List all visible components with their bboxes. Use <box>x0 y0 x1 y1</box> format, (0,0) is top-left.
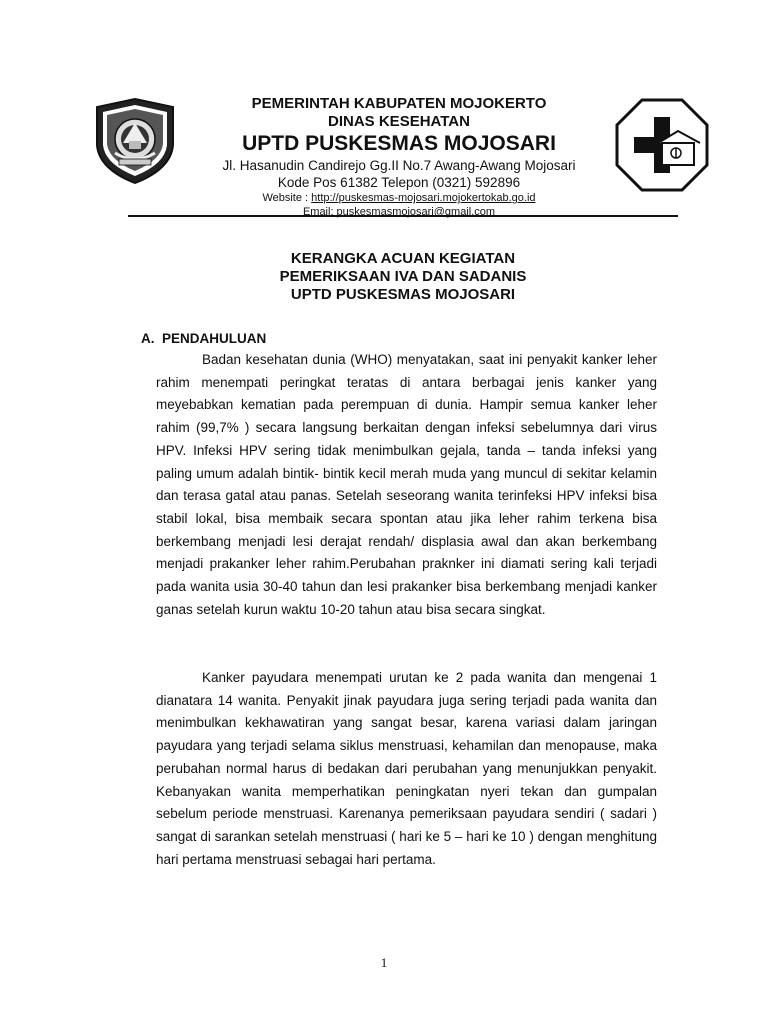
section-heading <box>141 331 266 346</box>
regency-coat-of-arms-icon <box>93 97 177 185</box>
title-line-1: KERANGKA ACUAN KEGIATAN <box>290 250 516 267</box>
letterhead <box>190 94 608 219</box>
section-number: A. <box>141 331 155 346</box>
email: Email: puskesmasmojosari@gmail.com <box>302 206 496 218</box>
department-name: DINAS KESEHATAN <box>328 113 470 130</box>
government-name: PEMERINTAH KABUPATEN MOJOKERTO <box>251 95 547 112</box>
paragraph-1: Badan kesehatan dunia (WHO) menyatakan, saat ini penyakit kanker leher rahim menempati peringkat teratas di antara berbagai jenis kanker yang meyebabkan kematian pada perempuan di dunia. Hampir semua kanker leher rahim (99,7% ) secara langsung berkaitan dengan infeksi sebelumnya dari virus HPV. Infeksi HPV sering tidak menimbulkan gejala, tanda – tanda infeksi yang paling umum adalah bintik- bintik kecil merah muda yang muncul di sekitar kelamin dan terasa gatal atau panas. Setelah seseorang wanita terinfeksi HPV infeksi bisa stabil lokal, bisa membaik secara spontan atau jika leher rahim terkena bisa berkembang menjadi lesi derajat rendah/ displasia awal dan akan berkembang menjadi prakanker leher rahim.Perubahan praknker ini diamati sering kali terjadi pada wanita usia 30-40 tahun dan lesi prakanker bisa berkembang menjadi kanker ganas setelah kurun waktu 10-20 tahun atau bisa secara singkat. <box>156 352 657 617</box>
website-label: Website : <box>262 192 312 204</box>
title-line-2: PEMERIKSAAN IVA DAN SADANIS <box>279 268 527 285</box>
puskesmas-cross-house-icon <box>614 97 710 193</box>
document-title <box>128 250 678 304</box>
section-title: PENDAHULUAN <box>162 331 267 346</box>
address: Jl. Hasanudin Candirejo Gg.II No.7 Awang-Awang Mojosari <box>222 158 576 173</box>
title-line-3: UPTD PUSKESMAS MOJOSARI <box>290 286 516 303</box>
header-divider <box>128 215 678 217</box>
institution-name: UPTD PUSKESMAS MOJOSARI <box>242 132 556 155</box>
page-number: 1 <box>380 955 388 970</box>
paragraph-2: Kanker payudara menempati urutan ke 2 pada wanita dan mengenai 1 dianatara 14 wanita. Penyakit jinak payudara juga sering terjadi pada wanita dan menimbulkan kekhawatiran yang sangat besar, karena variasi dalam jaringan payudara yang terjadi selama siklus menstruasi, kehamilan dan menopause, maka perubahan normal harus di bedakan dari perubahan yang menunjukkan penyakit. Kebanyakan wanita memperhatikan peningkatan nyeri tekan dan gumpalan sebelum periode menstruasi. Karenanya pemeriksaan payudara sendiri ( sadari ) sangat di sarankan setelah menstruasi ( hari ke 5 – hari ke 10 ) dengan menghitung hari pertama menstruasi sebagai hari pertama. <box>156 670 657 867</box>
website-line <box>190 191 608 205</box>
postal-phone: Kode Pos 61382 Telepon (0321) 592896 <box>277 175 521 190</box>
website-link[interactable]: http://puskesmas-mojosari.mojokertokab.go.id <box>311 192 536 204</box>
